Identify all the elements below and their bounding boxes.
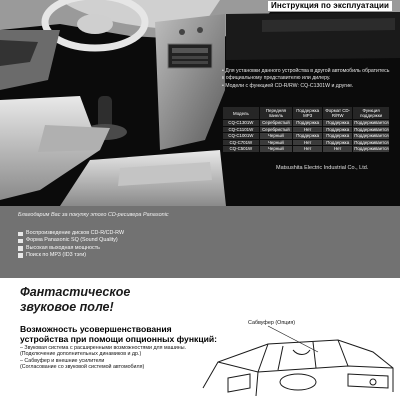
cell: Поддержка [323,126,353,133]
table-header-row [223,107,390,120]
cell: Поддержка [323,133,353,140]
headline-line-1: Фантастическое [20,285,131,299]
header-mp3: Поддержка MP3 [293,107,323,120]
features-list [18,230,124,259]
cell: Поддержка [293,120,323,127]
company-name: Matsushita Electric Industrial Co., Ltd. [276,165,369,171]
cell: Поддерживается [354,146,389,152]
features-band [0,206,400,278]
cell: Поддержка [293,133,323,140]
cell: Нет [323,146,353,153]
cell: CQ-C701W [223,139,260,146]
cell: Черный [259,139,292,146]
list-item: Высокая выходная мощность [18,245,124,252]
list-item: Поиск по MP3 (ID3 тэги) [18,252,124,259]
car-wireframe-illustration [198,322,398,400]
headline [20,285,130,315]
cell: Поддерживается [354,126,389,132]
models-table [222,106,390,153]
cell: CQ-C1301W [223,120,260,127]
cell: Черный [259,146,292,153]
cell: Поддержка [323,139,353,146]
cell: Нет [293,146,323,153]
list-item: Воспроизведение дисков CD-R/CD-RW [18,230,124,237]
cell: CQ-C1001W [223,133,260,140]
table-row [223,139,390,146]
table-row [223,146,390,153]
installation-notes [222,68,392,92]
note-1: • Для установки данного устройства в другой автомобиль обратитесь к официальному представителю или дилеру. [222,68,390,81]
header-function: Функция поддержки [353,107,390,120]
thank-you-text: Благодарим Вас за покупку этого CD-ресивера Panasonic [18,212,169,218]
cell: Нет [293,139,323,146]
header-cdrw: Формат CD-R/RW [323,107,353,120]
cell: Поддерживается [354,139,389,145]
cell: CQ-C501W [223,146,260,153]
table-row [223,126,390,133]
manual-title: Инструкция по эксплуатации [268,1,392,11]
table-row [223,133,390,140]
square-bullet-icon [18,239,23,244]
cell: Серебристый [259,120,292,127]
header-model: Модель [223,107,260,120]
cell: Поддерживается [354,120,389,125]
cell: Поддерживается [354,133,389,139]
cell: CQ-C1101W [223,126,260,133]
table-row [223,120,390,127]
cell: Поддержка [323,120,353,127]
list-item: (Подключение дополнительных динамиков и др.) [20,351,142,358]
subwoofer-label: Сабвуфер (Опция) [248,320,296,326]
cell: Черный [259,133,292,140]
square-bullet-icon [18,246,23,251]
headline-line-2: звуковое поле! [20,300,114,314]
square-bullet-icon [18,232,23,237]
options-title: Возможность усовершенствования устройства при помощи опционных функций: [20,324,218,344]
cell: Нет [293,126,323,133]
header-front-panel: Передняя панель [259,107,292,120]
note-2: • Модели с функцией CD-R/RW: CQ-C1301W и другие. [222,83,354,90]
list-item: Форма Panasonic SQ (Sound Quality) [18,237,124,244]
square-bullet-icon [18,253,23,258]
list-item: – Звуковая система с расширенными возможностями для машины. [20,345,186,351]
cell: Серебристый [259,126,292,133]
list-item: (Согласование со звуковой системой автомобиля) [20,363,145,370]
options-list [20,345,220,370]
list-item: – Сабвуфер и внешние усилители [20,357,105,364]
